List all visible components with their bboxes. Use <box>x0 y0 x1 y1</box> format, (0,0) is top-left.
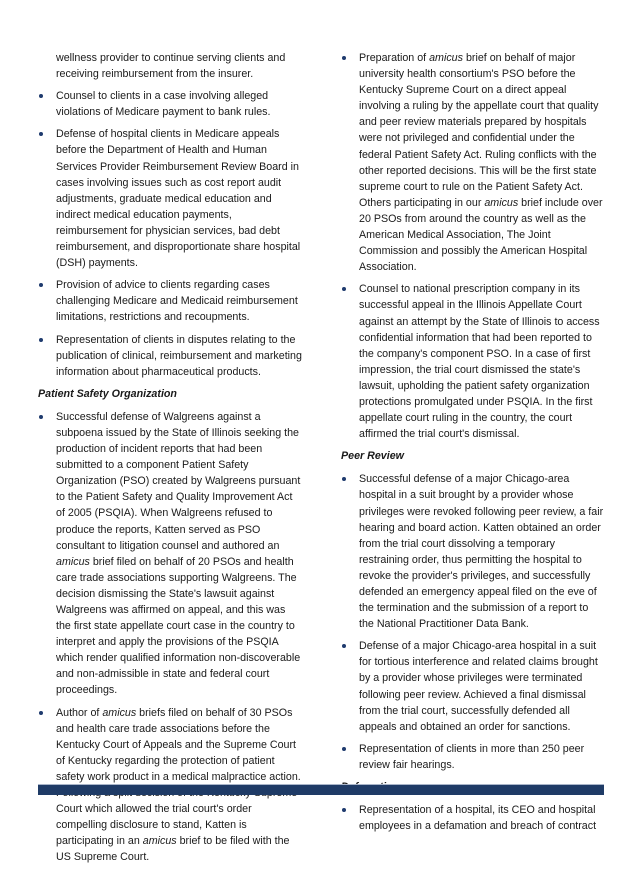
list-item: Provision of advice to clients regarding cases challenging Medicare and Medicaid reimbursement limitations, restrictions and recoupments. <box>38 277 302 325</box>
list-item: Preparation of amicus brief on behalf of major university health consortium's PSO before the Kentucky Supreme Court on a direct appeal involving a ruling by the appellate court that quality and peer review materials prepared by hospitals were not privileged and confidential under the federal Patient Safety Act. Ruling conflicts with the other reported decisions. This will be the first state supreme court to rule on the Patient Safety Act. Others participating in our amicus brief include over 20 PSOs from around the country as well as the American Medical Association, The Joint Commission and possibly the American Hospital Association. <box>341 50 604 275</box>
list-item: Defense of hospital clients in Medicare appeals before the Department of Health and Human Services Provider Reimbursement Review Board in cases involving issues such as cost report audit adjustments, graduate medical education and indirect medical education payments, reimbursement for physician services, bad debt reimbursement, and disproportionate share hospital (DSH) payments. <box>38 126 302 271</box>
list-item: Defense of a major Chicago-area hospital in a suit for tortious interference and related claims brought by a provider whose privileges were terminated following peer review. Achieved a final dismissal from the trial court, successfully defended all appeals and obtained an order for sanctions. <box>341 638 604 735</box>
amicus-term: amicus <box>102 706 137 719</box>
section-heading-pso: Patient Safety Organization <box>38 387 177 400</box>
bullet-icon <box>39 415 43 419</box>
defamation-list <box>341 802 604 834</box>
footer-bar <box>38 784 604 795</box>
amicus-term: amicus <box>56 555 90 568</box>
peer-review-list <box>341 471 604 773</box>
left-column <box>38 50 302 872</box>
list-item: Representation of a hospital, its CEO and hospital employees in a defamation and breach of contract <box>341 802 604 834</box>
list-item: Counsel to clients in a case involving alleged violations of Medicare payment to bank rules. <box>38 88 302 120</box>
amicus-term: amicus <box>484 196 519 209</box>
bullet-icon <box>342 644 346 648</box>
bullet-icon <box>39 338 43 342</box>
bullet-icon <box>342 287 346 291</box>
list-item: Successful defense of a major Chicago-area hospital in a suit brought by a provider whose privileges were revoked following peer review, a fair hearing and board action. Katten obtained an order from the trial court dissolving a temporary restraining order, thus permitting the hospital to revoke the provider's privileges, and successfully defended an emergency appeal filed on the eve of the termination and the submission of a report to the National Practitioner Data Bank. <box>341 471 604 632</box>
bullet-icon <box>39 132 43 136</box>
medicare-list <box>38 50 302 380</box>
bullet-icon <box>342 56 346 60</box>
pso-list-continued <box>341 50 604 442</box>
list-item-continued: wellness provider to continue serving clients and receiving reimbursement from the insurer. <box>56 52 286 81</box>
bullet-icon <box>342 747 346 751</box>
bullet-icon <box>39 94 43 98</box>
section-heading-peer-review: Peer Review <box>341 450 404 463</box>
bullet-icon <box>39 283 43 287</box>
list-item: Representation of clients in more than 250 peer review fair hearings. <box>341 741 604 773</box>
bullet-icon <box>342 808 346 812</box>
amicus-term: amicus <box>142 835 177 848</box>
list-item: Representation of clients in disputes relating to the publication of clinical, reimbursement and marketing information about pharmaceutical products. <box>38 332 302 380</box>
right-column <box>341 50 604 840</box>
list-item: Successful defense of Walgreens against a subpoena issued by the State of Illinois seeking the production of incident reports that had been submitted to a component Patient Safety Organization (PSO) created by Walgreens pursuant to the Patient Safety and Quality Improvement Act of 2005 (PSQIA). When Walgreens refused to produce the reports, Katten served as PSO consultant to litigation counsel and authored an amicus brief filed on behalf of 20 PSOs and health care trade associations supporting Walgreens. The decision dismissing the State's lawsuit against Walgreens was affirmed on appeal, and this was the first state appellate court case in the country to interpret and apply the provisions of the PSQIA which render qualified information non-discoverable and non-admissible in state and federal court proceedings. <box>38 409 302 699</box>
amicus-term: amicus <box>429 52 463 64</box>
bullet-icon <box>39 711 43 715</box>
pso-list <box>38 409 302 866</box>
list-item: Counsel to national prescription company in its successful appeal in the Illinois Appellate Court against an attempt by the State of Illinois to access confidential information that had been reported to the company's component PSO. In a case of first impression, the trial court dismissed the state's lawsuit, upholding the patient safety organization protections promulgated under PSQIA. In the first appellate court ruling in the country, the court affirmed the trial court's dismissal. <box>341 281 604 442</box>
bullet-icon <box>342 477 346 481</box>
list-item: Author of amicus briefs filed on behalf of 30 PSOs and health care trade associations before the Kentucky Court of Appeals and the Supreme Court of Kentucky regarding the protection of patient safety work product in a medical malpractice action. Court which allowed the trial court's order compelling disclosure to stand, Katten is participating in an amicus brief to be filed with the US Supreme Court. <box>38 705 302 866</box>
